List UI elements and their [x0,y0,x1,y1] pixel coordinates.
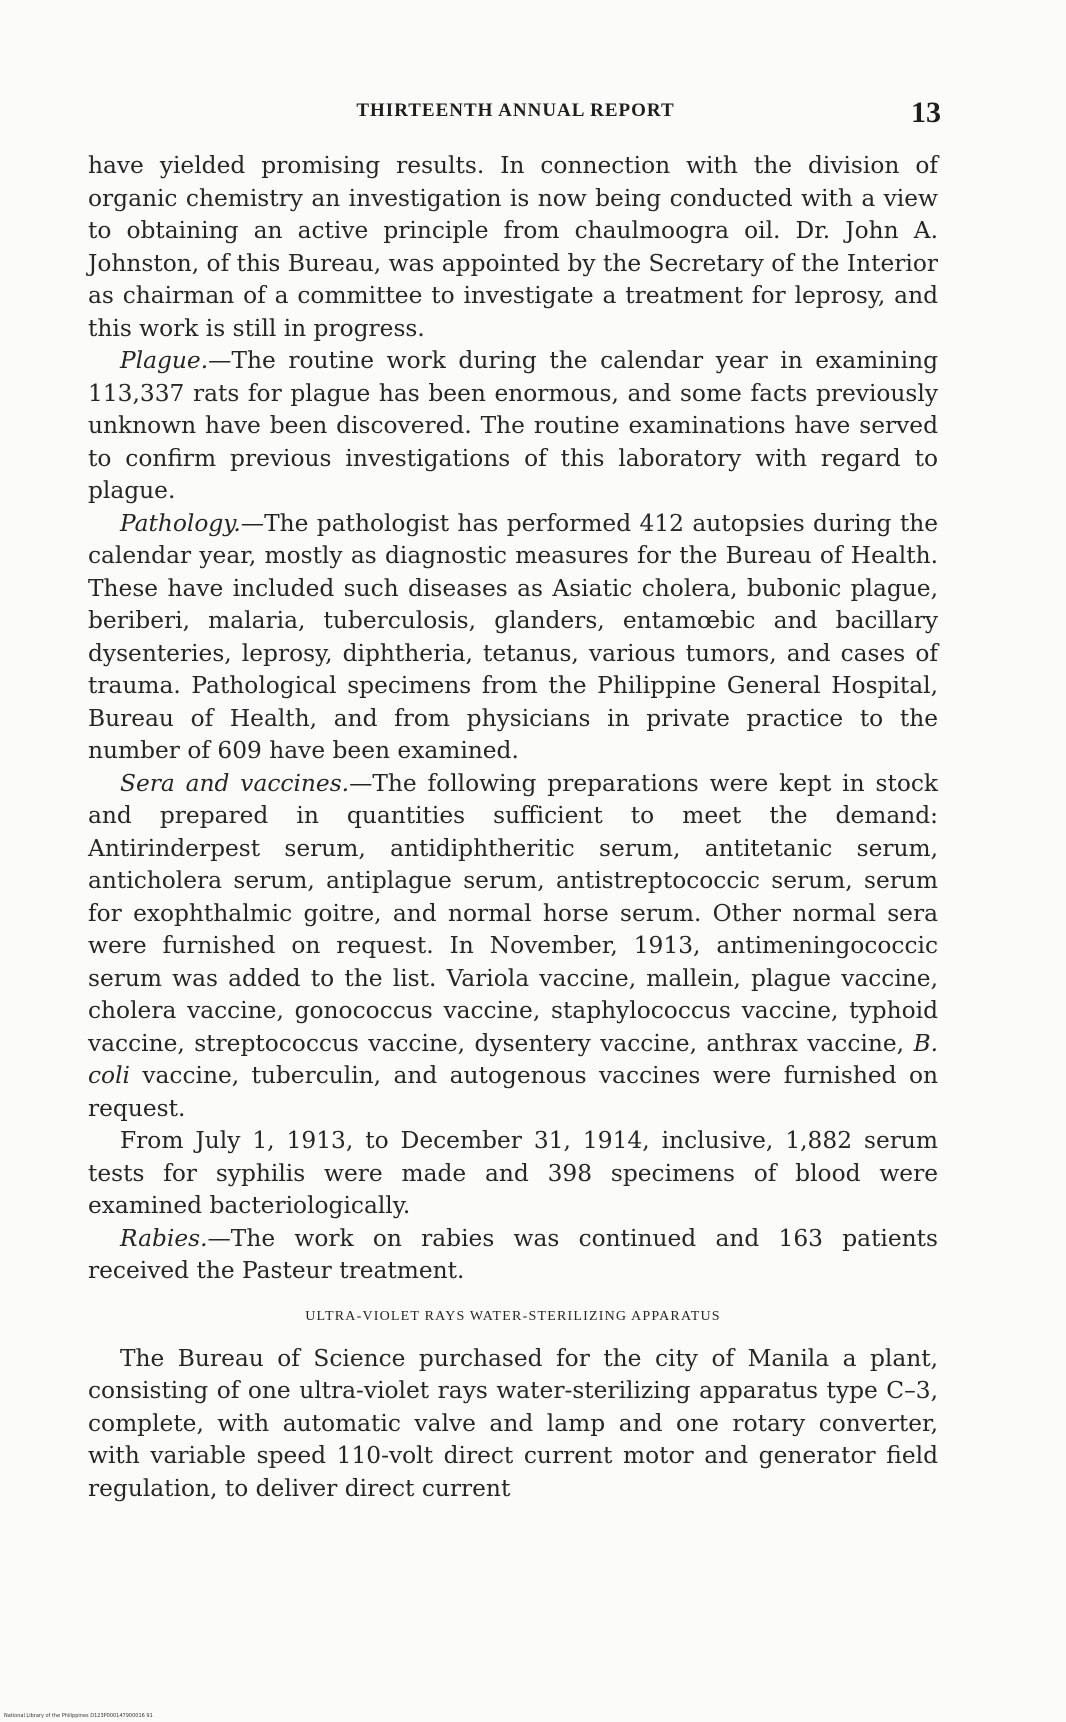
paragraph-text: —The work on rabies was continued and 163 patients received the Pasteur treatment. [88,1224,938,1284]
library-stamp: National Library of the Philippines D123P000147900016 91 [4,1713,153,1719]
section-heading: ULTRA-VIOLET RAYS WATER-STERILIZING APPARATUS [305,1308,721,1324]
paragraph-rabies [88,1223,938,1288]
paragraph-ultra-violet [88,1343,938,1506]
paragraph-label-rabies: Rabies. [120,1224,208,1252]
paragraph-text: —The following preparations were kept in stock and prepared in quantities sufficient to meet the demand: Antirinderpest serum, antidiphtheritic serum, antitetanic serum, anticholera serum, antiplague serum, antistreptococcic serum, serum for exophthalmic goitre, and normal horse serum. Other normal sera were furnished on request. In November, 1913, antimeningococcic serum was added to the list. Variola vaccine, mallein, plague vaccine, cholera vaccine, gonococcus vaccine, staphylococcus vaccine, typhoid vaccine, streptococcus vaccine, dysentery vaccine, anthrax vaccine, [88,769,939,1057]
body-text [88,150,938,1505]
paragraph-sera-vaccines [88,768,938,1126]
paragraph-text: —The pathologist has performed 412 autopsies during the calendar year, mostly as diagnostic measures for the Bureau of Health. These have included such diseases as Asiatic cholera, bubonic plague, beriberi, malaria, tuberculosis, glanders, entamœbic and bacillary dysenteries, leprosy, diphtheria, tetanus, various tumors, and cases of trauma. Pathological specimens from the Philippine General Hospital, Bureau of Health, and from physicians in private practice to the number of 609 have been examined. [88,509,938,764]
paragraph-text: vaccine, tuberculin, and autogenous vaccines were furnished on request. [88,1062,938,1122]
paragraph-text: From July 1, 1913, to December 31, 1914, inclusive, 1,882 serum tests for syphilis were made and 398 specimens of blood were examined bacteriologically. [88,1127,938,1219]
page-header [88,96,943,136]
paragraph-text: The Bureau of Science purchased for the city of Manila a plant, consisting of one ultra-violet rays water-sterilizing apparatus type C–3, complete, with automatic valve and lamp and one rotary converter, with variable speed 110-volt direct current motor and generator field regulation, to deliver direct current [88,1344,938,1502]
paragraph-pathology [88,508,938,768]
paragraph-label-plague: Plague. [120,347,209,374]
paragraph-continued [88,150,938,345]
paragraph-label-sera-vaccines: Sera and vaccines. [120,769,350,797]
paragraph-plague [88,345,938,508]
page-number: 13 [911,96,941,129]
running-head: THIRTEENTH ANNUAL REPORT [356,100,675,121]
italic-term: B. coli [88,1029,938,1089]
paragraph-label-pathology: Pathology. [120,509,241,537]
paragraph-text: have yielded promising results. In connection with the division of organic chemistry an investigation is now being conducted with a view to obtaining an active principle from chaulmoogra oil. Dr. John A. Johnston, of this Bureau, was appointed by the Secretary of the Interior as chairman of a committee to investigate a treatment for leprosy, and this work is still in progress. [88,152,938,342]
paragraph-syphilis-tests [88,1125,938,1223]
paragraph-text: —The routine work during the calendar year in examining 113,337 rats for plague has been enormous, and some facts previously unknown have been discovered. The routine examinations have served to confirm previous investigations of this laboratory with regard to plague. [88,347,938,504]
